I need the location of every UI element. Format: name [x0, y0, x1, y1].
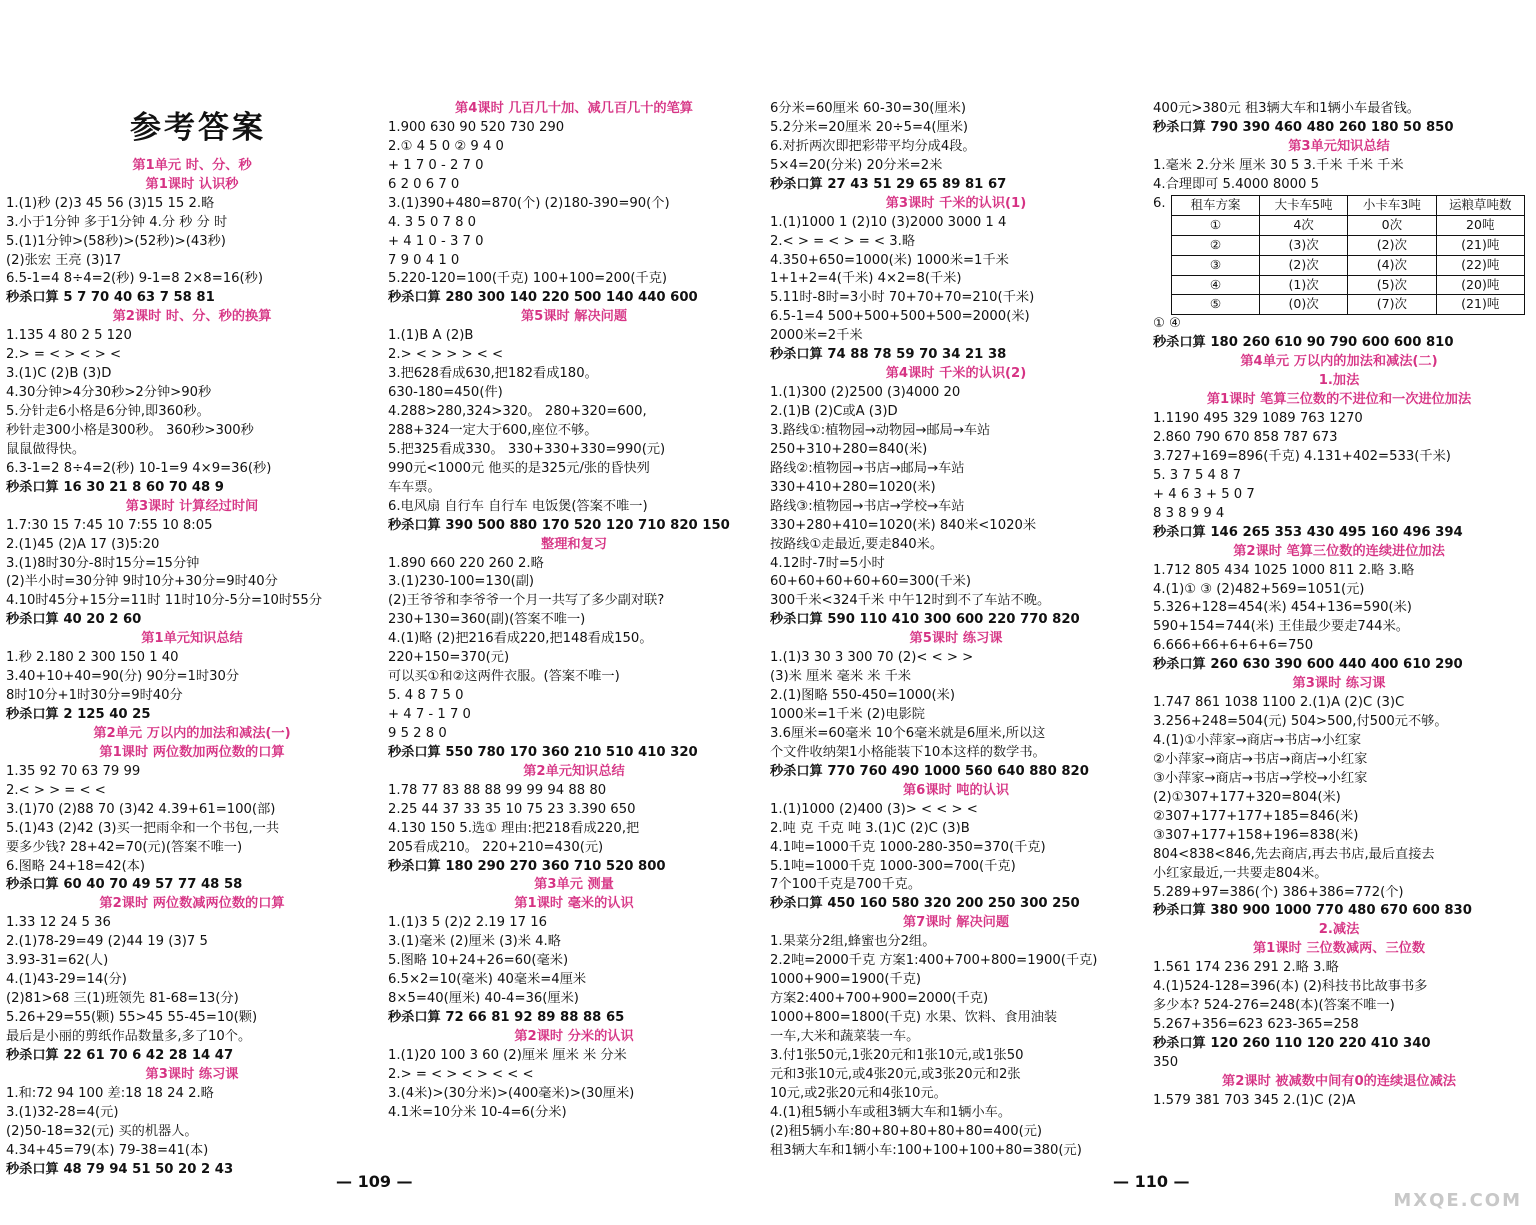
answer-line: 5.26+29=55(颗) 55>45 55-45=10(颗) — [6, 1010, 258, 1025]
answer-line: 2.(1)78-29=49 (2)44 19 (3)7 5 — [6, 934, 208, 950]
table-row — [1172, 295, 1525, 315]
section-heading: 第4单元 万以内的加法和减法(二) — [1240, 354, 1438, 370]
answer-line: 2.① 4 5 0 ② 9 4 0 — [388, 138, 504, 154]
answer-line: 5.图略 10+24+26=60(毫米) — [388, 953, 569, 969]
section-heading: 第3单元知识总结 — [1288, 138, 1390, 154]
answer-line: 590+154=744(米) 王佳最少要走744米。 — [1153, 619, 1409, 635]
answer-line: 3.(1)230-100=130(副) — [388, 574, 535, 590]
answer-line: 9 5 2 8 0 — [388, 725, 447, 741]
answer-line: + 4 7 - 1 7 0 — [388, 707, 471, 722]
answer-line: 5.220-120=100(千克) 100+100=200(千克) — [388, 271, 668, 287]
answer-line: ① ④ — [1153, 316, 1181, 332]
answer-line: 6.对折两次即把彩带平均分成4段。 — [770, 138, 976, 154]
answer-line: 1.712 805 434 1025 1000 811 2.略 3.略 — [1153, 562, 1415, 578]
answer-line: 2.(1)图略 550-450=1000(米) — [770, 688, 956, 704]
table-cell: (7)次 — [1348, 295, 1436, 315]
section-heading: 第3课时 千米的认识(1) — [885, 195, 1027, 211]
answer-line: 2.2吨=2000千克 方案1:400+700+800=1900(千克) — [770, 953, 1098, 969]
answer-line: 个文件收纳架1小格能装下10本这样的数学书。 — [770, 744, 1046, 760]
mental-math-line: 秒杀口算 146 265 353 430 495 160 496 394 — [1153, 524, 1463, 540]
answer-line: 鼠鼠做得快。 — [6, 441, 86, 457]
answer-line: (3)米 厘米 毫米 米 千米 — [770, 669, 911, 685]
mental-math-line: 秒杀口算 450 160 580 320 200 250 300 250 — [770, 896, 1080, 912]
answer-line: 1.35 92 70 63 79 99 — [6, 763, 141, 779]
answer-line: 1.果菜分2组,蜂蜜也分2组。 — [770, 934, 936, 950]
answer-line: 4.1吨=1000千克 1000-280-350=370(千克) — [770, 839, 1046, 855]
answer-line: 3.256+248=504(元) 504>500,付500元不够。 — [1153, 714, 1448, 730]
answer-line: 4.(1)① ③ (2)482+569=1051(元) — [1153, 581, 1365, 597]
answer-line: 3.6厘米=60毫米 10个6毫米就是6厘米,所以这 — [770, 725, 1046, 741]
mental-math-line: 秒杀口算 40 20 2 60 — [6, 612, 142, 628]
answer-line: 5.11时-8时=3小时 70+70+70=210(千米) — [770, 290, 1035, 306]
answer-line: 3.727+169=896(千克) 4.131+402=533(千米) — [1153, 448, 1451, 464]
answer-line: 6.3-1=2 8÷4=2(秒) 10-1=9 4×9=36(秒) — [6, 460, 272, 476]
mental-math-line: 秒杀口算 790 390 460 480 260 180 50 850 — [1153, 119, 1454, 135]
answer-line: 多少本? 524-276=248(本)(答案不唯一) — [1153, 998, 1395, 1014]
answer-line: 1.561 174 236 291 2.略 3.略 — [1153, 960, 1339, 976]
answer-line: 288+324一定大于600,座位不够。 — [388, 422, 598, 438]
answer-line: 4.(1)略 (2)把216看成220,把148看成150。 — [388, 631, 653, 647]
table-cell: (21)吨 — [1436, 235, 1524, 255]
answer-line: 1000+800=1800(千克) 水果、饮料、食用油装 — [770, 1010, 1058, 1025]
mental-math-line: 秒杀口算 16 30 21 8 60 70 48 9 — [6, 479, 224, 495]
answer-line: 4.(1)①小萍家→商店→书店→小红家 — [1153, 733, 1362, 749]
answer-line: 5.(1)43 (2)42 (3)买一把雨伞和一个书包,一共 — [6, 820, 280, 836]
section-heading: 第2课时 时、分、秒的换算 — [112, 309, 272, 325]
answer-line: ③小萍家→商店→书店→学校→小红家 — [1153, 770, 1368, 786]
answer-line: 3.(1)C (2)B (3)D — [6, 366, 112, 382]
mental-math-line: 秒杀口算 60 40 70 49 57 77 48 58 — [6, 877, 243, 893]
table-header-cell: 小卡车3吨 — [1348, 195, 1436, 215]
answer-line: 5.326+128=454(米) 454+136=590(米) — [1153, 600, 1412, 616]
mental-math-line: 秒杀口算 380 900 1000 770 480 670 600 830 — [1153, 903, 1472, 919]
answer-line: (2)81>68 三(1)班领先 81-68=13(分) — [6, 991, 239, 1007]
answer-line: 5.267+356=623 623-365=258 — [1153, 1017, 1359, 1033]
answer-line: 5.1吨=1000千克 1000-300=700(千克) — [770, 858, 1016, 874]
answer-line: 1.579 381 703 345 2.(1)C (2)A — [1153, 1092, 1356, 1108]
answer-line: 330+410+280=1020(米) — [770, 479, 936, 495]
section-heading: 第1课时 三位数减两、三位数 — [1252, 941, 1426, 957]
answer-line: 2.(1)B (2)C或A (3)D — [770, 404, 898, 419]
answer-line: 1.(1)3 5 (2)2 2.19 17 16 — [388, 915, 547, 931]
answer-line: 4.合理即可 5.4000 8000 5 — [1153, 176, 1320, 192]
answer-line: 6.666+66+6+6+6=750 — [1153, 638, 1314, 654]
section-heading: 第1课时 认识秒 — [145, 176, 239, 192]
answer-line: 1.毫米 2.分米 厘米 30 5 3.千米 千米 千米 — [1153, 157, 1404, 173]
answer-line: 3.(1)32-28=4(元) — [6, 1104, 119, 1120]
answer-line: 2.25 44 37 33 35 10 75 23 3.390 650 — [388, 801, 636, 817]
section-heading: 第2单元 万以内的加法和减法(一) — [93, 725, 291, 741]
answer-line: 1.78 77 83 88 88 99 99 94 88 80 — [388, 782, 607, 798]
answer-line: 5.2分米=20厘米 20÷5=4(厘米) — [770, 119, 969, 135]
section-heading: 第3课时 练习课 — [145, 1066, 239, 1082]
table-cell: 20吨 — [1436, 215, 1524, 235]
answer-line: 5×4=20(分米) 20分米=2米 — [770, 157, 943, 173]
section-heading: 整理和复习 — [541, 536, 607, 552]
answer-line: 6.图略 24+18=42(本) — [6, 858, 146, 874]
answer-column-1 — [6, 100, 378, 1179]
answer-line: 1.747 861 1038 1100 2.(1)A (2)C (3)C — [1153, 695, 1405, 711]
answer-line: 方案2:400+700+900=2000(千克) — [770, 991, 989, 1007]
answer-line: 5.289+97=386(个) 386+386=772(个) — [1153, 884, 1404, 900]
answer-line: 1.(1)3 30 3 300 70 (2)< < > > — [770, 650, 974, 666]
answer-line: (2)王爷爷和李爷爷一个月一共写了多少副对联? — [388, 593, 665, 609]
table-cell: (5)次 — [1348, 275, 1436, 295]
answer-line: 804<838<846,先去商店,再去书店,最后直接去 — [1153, 846, 1435, 862]
answer-line: 一车,大米和蔬菜装一车。 — [770, 1028, 920, 1044]
answer-line: 1.(1)秒 (2)3 45 56 (3)15 15 2.略 — [6, 195, 215, 211]
section-heading: 第5课时 解决问题 — [520, 309, 628, 325]
answer-line: 10元,或2张20元和4张10元。 — [770, 1085, 947, 1101]
answer-line: 1.(1)B A (2)B — [388, 328, 474, 344]
answer-line: 元和3张10元,或4张20元,或3张20元和2张 — [770, 1066, 1021, 1082]
section-heading: 第1单元知识总结 — [141, 631, 243, 647]
answer-line: 3.(1)390+480=870(个) (2)180-390=90(个) — [388, 195, 670, 211]
answer-line: 2000米=2千米 — [770, 328, 863, 344]
answer-line: 1.33 12 24 5 36 — [6, 915, 111, 931]
section-heading: 第2单元知识总结 — [523, 763, 625, 779]
mental-math-line: 秒杀口算 550 780 170 360 210 510 410 320 — [388, 744, 698, 760]
answer-line: 8×5=40(厘米) 40-4=36(厘米) — [388, 991, 579, 1007]
answer-line: 205看成210。 220+210=430(元) — [388, 839, 604, 855]
page-title: 参考答案 — [130, 110, 266, 146]
answer-line: 1000+900=1900(千克) — [770, 972, 922, 988]
answer-line: ③307+177+158+196=838(米) — [1153, 827, 1359, 843]
answer-line: 7个100千克是700千克。 — [770, 877, 922, 893]
table-row — [1172, 215, 1525, 235]
spacer-line — [6, 100, 378, 119]
section-heading: 第2课时 被减数中间有0的连续退位减法 — [1222, 1073, 1456, 1089]
mental-math-line: 秒杀口算 770 760 490 1000 560 640 880 820 — [770, 763, 1089, 779]
answer-line: 1.7:30 15 7:45 10 7:55 10 8:05 — [6, 517, 213, 533]
table-cell: (4)次 — [1348, 255, 1436, 275]
mental-math-line: 秒杀口算 27 43 51 29 65 89 81 67 — [770, 176, 1007, 192]
table-cell: (0)次 — [1259, 295, 1347, 315]
answer-line: 1.1190 495 329 1089 763 1270 — [1153, 411, 1363, 427]
mental-math-line: 秒杀口算 390 500 880 170 520 120 710 820 150 — [388, 517, 730, 533]
section-heading: 第5课时 练习课 — [909, 631, 1003, 647]
answer-line: 秒针走300小格是300秒。 360秒>300秒 — [6, 422, 254, 438]
answer-line: 1.(1)1000 1 (2)10 (3)2000 3000 1 4 — [770, 214, 1007, 230]
section-heading: 第2课时 笔算三位数的连续进位加法 — [1233, 543, 1445, 559]
answer-line: 2.吨 克 千克 吨 3.(1)C (2)C (3)B — [770, 820, 970, 836]
answer-line: 4.(1)524-128=396(本) (2)科技书比故事书多 — [1153, 979, 1428, 995]
answer-line: 8 3 8 9 9 4 — [1153, 505, 1225, 521]
answer-line: 3.(1)70 (2)88 70 (3)42 4.39+61=100(部) — [6, 801, 276, 817]
answer-line: 1.和:72 94 100 差:18 18 24 2.略 — [6, 1085, 214, 1101]
mental-math-line: 秒杀口算 72 66 81 92 89 88 88 65 — [388, 1010, 625, 1025]
answer-line: 6.5×2=10(毫米) 40毫米=4厘米 — [388, 972, 587, 988]
answer-line: 3.(4米)>(30分米)>(400毫米)>(30厘米) — [388, 1085, 635, 1101]
section-heading: 第1单元 时、分、秒 — [132, 157, 252, 173]
answer-line: 990元<1000元 他买的是325元/张的昏快列 — [388, 460, 650, 476]
answer-line: 3.(1)毫米 (2)厘米 (3)米 4.略 — [388, 934, 561, 950]
answer-line: 路线②:植物园→书店→邮局→车站 — [770, 460, 965, 476]
answer-line: 1000米=1千米 (2)电影院 — [770, 707, 925, 722]
answer-line: 4. 3 5 0 7 8 0 — [388, 214, 477, 230]
section-heading: 第1课时 毫米的认识 — [514, 896, 634, 912]
mental-math-line: 秒杀口算 280 300 140 220 500 140 440 600 — [388, 290, 698, 306]
answer-line: + 4 6 3 + 5 0 7 — [1153, 486, 1255, 502]
answer-line: 3.把628看成630,把182看成180。 — [388, 366, 598, 382]
answer-line: ②307+177+177+185=846(米) — [1153, 808, 1359, 824]
answer-line: 要多少钱? 28+42=70(元)(答案不唯一) — [6, 839, 243, 855]
mental-math-line: 秒杀口算 48 79 94 51 50 20 2 43 — [6, 1161, 234, 1177]
answer-line: 250+310+280=840(米) — [770, 441, 928, 457]
answer-line: 4.350+650=1000(米) 1000米=1千米 — [770, 252, 1009, 268]
answer-line: 4.1米=10分米 10-4=6(分米) — [388, 1104, 567, 1120]
answer-line: 6.5-1=4 500+500+500+500=2000(米) — [770, 309, 1030, 325]
section-heading: 第7课时 解决问题 — [902, 915, 1010, 931]
watermark: MXQE.COM — [1393, 1190, 1522, 1211]
answer-line: 1.900 630 90 520 730 290 — [388, 119, 565, 135]
table-cell: (3)次 — [1259, 235, 1347, 255]
answer-line: 5.(1)1分钟>(58秒)>(52秒)>(43秒) — [6, 233, 226, 249]
table-cell: ① — [1172, 215, 1260, 235]
mental-math-line: 秒杀口算 120 260 110 120 220 410 340 — [1153, 1036, 1431, 1052]
section-heading: 第3课时 计算经过时间 — [125, 498, 259, 514]
answer-line: 车车票。 — [388, 479, 441, 495]
answer-line: 1.(1)20 100 3 60 (2)厘米 厘米 米 分米 — [388, 1047, 627, 1063]
section-heading: 第3单元 测量 — [534, 877, 614, 893]
answer-line: 6.电风扇 自行车 自行车 电饭煲(答案不唯一) — [388, 498, 648, 514]
answer-line: 路线③:植物园→书店→学校→车站 — [770, 498, 965, 514]
table-cell: ③ — [1172, 255, 1260, 275]
table-cell: 4次 — [1259, 215, 1347, 235]
table-cell: (2)次 — [1348, 235, 1436, 255]
table-cell: ④ — [1172, 275, 1260, 295]
table-header-cell: 租车方案 — [1172, 195, 1260, 215]
answer-line: 60+60+60+60+60=300(千米) — [770, 574, 971, 590]
table-cell: (20)吨 — [1436, 275, 1524, 295]
table-cell: (1)次 — [1259, 275, 1347, 295]
answer-line: 3.路线①:植物园→动物园→邮局→车站 — [770, 422, 991, 438]
answer-line: 可以买①和②这两件衣服。(答案不唯一) — [388, 669, 620, 685]
answer-line: 2.< > = < > = < 3.略 — [770, 233, 916, 249]
answer-line: 2.(1)45 (2)A 17 (3)5:20 — [6, 536, 160, 552]
answer-line: 300千米<324千米 中午12时到不了车站不晚。 — [770, 593, 1051, 609]
answer-line: 2.> < > > > < < — [388, 347, 504, 363]
section-heading: 第4课时 千米的认识(2) — [885, 366, 1027, 382]
answer-line: 6.5-1=4 8÷4=2(秒) 9-1=8 2×8=16(秒) — [6, 271, 264, 287]
answer-line: + 1 7 0 - 2 7 0 — [388, 157, 484, 173]
section-heading: 第1课时 笔算三位数的不进位和一次进位加法 — [1206, 392, 1472, 408]
answer-line: (2)张宏 王亮 (3)17 — [6, 252, 122, 268]
answer-line: 租3辆大车和1辆小车:100+100+100+80=380(元) — [770, 1142, 1082, 1158]
mental-math-line: 秒杀口算 74 88 78 59 70 34 21 38 — [770, 347, 1007, 363]
answer-line: 1.135 4 80 2 5 120 — [6, 328, 132, 344]
answer-line: 630-180=450(件) — [388, 385, 503, 401]
plan-table-block — [1153, 195, 1525, 316]
question-number: 6. — [1153, 195, 1166, 211]
answer-line: 4.288>280,324>320。 280+320=600, — [388, 404, 647, 419]
table-cell: (21)吨 — [1436, 295, 1524, 315]
answer-line: 6 2 0 6 7 0 — [388, 176, 460, 192]
answer-line: 7 9 0 4 1 0 — [388, 252, 460, 268]
page-number-right: — 110 — — [1113, 1172, 1190, 1191]
answer-line: (2)半小时=30分钟 9时10分+30分=9时40分 — [6, 574, 278, 590]
table-row — [1172, 275, 1525, 295]
answer-line: (2)租5辆小车:80+80+80+80+80=400(元) — [770, 1123, 1043, 1139]
answer-line: 1.(1)300 (2)2500 (3)4000 20 — [770, 385, 961, 401]
answer-column-4 — [1153, 100, 1525, 1111]
mental-math-line: 秒杀口算 5 7 70 40 63 7 58 81 — [6, 290, 215, 306]
answer-line: 8时10分+1时30分=9时40分 — [6, 688, 183, 704]
table-cell: 0次 — [1348, 215, 1436, 235]
mental-math-line: 秒杀口算 180 290 270 360 710 520 800 — [388, 858, 666, 874]
page-number-left: — 109 — — [336, 1172, 413, 1191]
answer-line: 350 — [1153, 1054, 1179, 1070]
spacer-line — [6, 138, 378, 157]
answer-line: 3.小于1分钟 多于1分钟 4.分 秒 分 时 — [6, 214, 228, 230]
mental-math-line: 秒杀口算 22 61 70 6 42 28 14 47 — [6, 1047, 234, 1063]
answer-line: + 4 1 0 - 3 7 0 — [388, 233, 484, 249]
section-heading: 第3课时 练习课 — [1292, 676, 1386, 692]
answer-line: 2.860 790 670 858 787 673 — [1153, 430, 1338, 446]
mental-math-line: 秒杀口算 590 110 410 300 600 220 770 820 — [770, 612, 1080, 628]
answer-line: 4.12时-7时=5小时 — [770, 555, 885, 571]
answer-line: 330+280+410=1020(米) 840米<1020米 — [770, 517, 1037, 533]
answer-line: 4.10时45分+15分=11时 11时10分-5分=10时55分 — [6, 593, 323, 609]
answer-line: 按路线①走最近,要走840米。 — [770, 536, 944, 552]
mental-math-line: 秒杀口算 2 125 40 25 — [6, 707, 151, 722]
table-cell: ⑤ — [1172, 295, 1260, 315]
answer-line: 2.> = < > < > < < < — [388, 1066, 534, 1082]
answer-line: 3.40+10+40=90(分) 90分=1时30分 — [6, 669, 240, 685]
section-heading: 第1课时 两位数加两位数的口算 — [99, 744, 285, 760]
mental-math-line: 秒杀口算 260 630 390 600 440 400 610 290 — [1153, 657, 1463, 673]
answer-column-3 — [770, 100, 1142, 1161]
answer-line: 2.> = < > < > < — [6, 347, 122, 363]
table-cell: (22)吨 — [1436, 255, 1524, 275]
table-header-cell: 大卡车5吨 — [1259, 195, 1347, 215]
table-cell: (2)次 — [1259, 255, 1347, 275]
section-heading: 第2课时 两位数减两位数的口算 — [99, 896, 285, 912]
answer-line: 4.(1)43-29=14(分) — [6, 972, 127, 988]
answer-line: 1.890 660 220 260 2.略 — [388, 555, 544, 571]
spacer-line — [6, 119, 378, 138]
answer-line: 2.< > > = < < — [6, 782, 106, 798]
answer-line: 6分米=60厘米 60-30=30(厘米) — [770, 101, 966, 116]
table-row — [1172, 235, 1525, 255]
answer-line: (2)①307+177+320=804(米) — [1153, 789, 1341, 805]
section-heading: 第4课时 几百几十加、减几百几十的笔算 — [455, 101, 693, 116]
rental-plan-table — [1171, 195, 1525, 316]
answer-line: ②小萍家→商店→书店→商店→小红家 — [1153, 751, 1368, 767]
answer-line: 4.130 150 5.选① 理由:把218看成220,把 — [388, 820, 640, 836]
answer-line: (2)50-18=32(元) 买的机器人。 — [6, 1123, 198, 1139]
answer-line: 230+130=360(副)(答案不唯一) — [388, 612, 586, 628]
section-heading: 2.减法 — [1318, 922, 1360, 938]
table-header-cell: 运粮草吨数 — [1436, 195, 1524, 215]
answer-line: 5. 4 8 7 5 0 — [388, 688, 464, 704]
answer-line: 小红家最近,一共要走804米。 — [1153, 865, 1328, 881]
answer-line: 3.(1)8时30分-8时15分=15分钟 — [6, 555, 200, 571]
answer-line: 1+1+2=4(千米) 4×2=8(千米) — [770, 271, 962, 287]
answer-line: 5. 3 7 5 4 8 7 — [1153, 467, 1242, 483]
answer-line: 4.(1)租5辆小车或租3辆大车和1辆小车。 — [770, 1104, 1012, 1120]
answer-line: 1.(1)1000 (2)400 (3)> < < > < — [770, 801, 978, 817]
answer-line: 最后是小丽的剪纸作品数量多,多了10个。 — [6, 1028, 252, 1044]
answer-line: 3.付1张50元,1张20元和1张10元,或1张50 — [770, 1047, 1024, 1063]
answer-line: 4.30分钟>4分30秒>2分钟>90秒 — [6, 385, 212, 401]
section-heading: 1.加法 — [1318, 373, 1360, 389]
answer-line: 220+150=370(元) — [388, 650, 510, 666]
answer-column-2 — [388, 100, 760, 1123]
answer-line: 400元>380元 租3辆大车和1辆小车最省钱。 — [1153, 101, 1420, 116]
answer-line: 4.34+45=79(本) 79-38=41(本) — [6, 1142, 209, 1158]
section-heading: 第2课时 分米的认识 — [514, 1028, 634, 1044]
section-heading: 第6课时 吨的认识 — [902, 782, 1010, 798]
answer-line: 1.秒 2.180 2 300 150 1 40 — [6, 650, 179, 666]
mental-math-line: 秒杀口算 180 260 610 90 790 600 600 810 — [1153, 335, 1454, 351]
table-row — [1172, 255, 1525, 275]
answer-line: 5.分针走6小格是6分钟,即360秒。 — [6, 404, 210, 419]
answer-line: 5.把325看成330。 330+330+330=990(元) — [388, 441, 666, 457]
answer-line: 3.93-31=62(人) — [6, 953, 109, 969]
table-cell: ② — [1172, 235, 1260, 255]
